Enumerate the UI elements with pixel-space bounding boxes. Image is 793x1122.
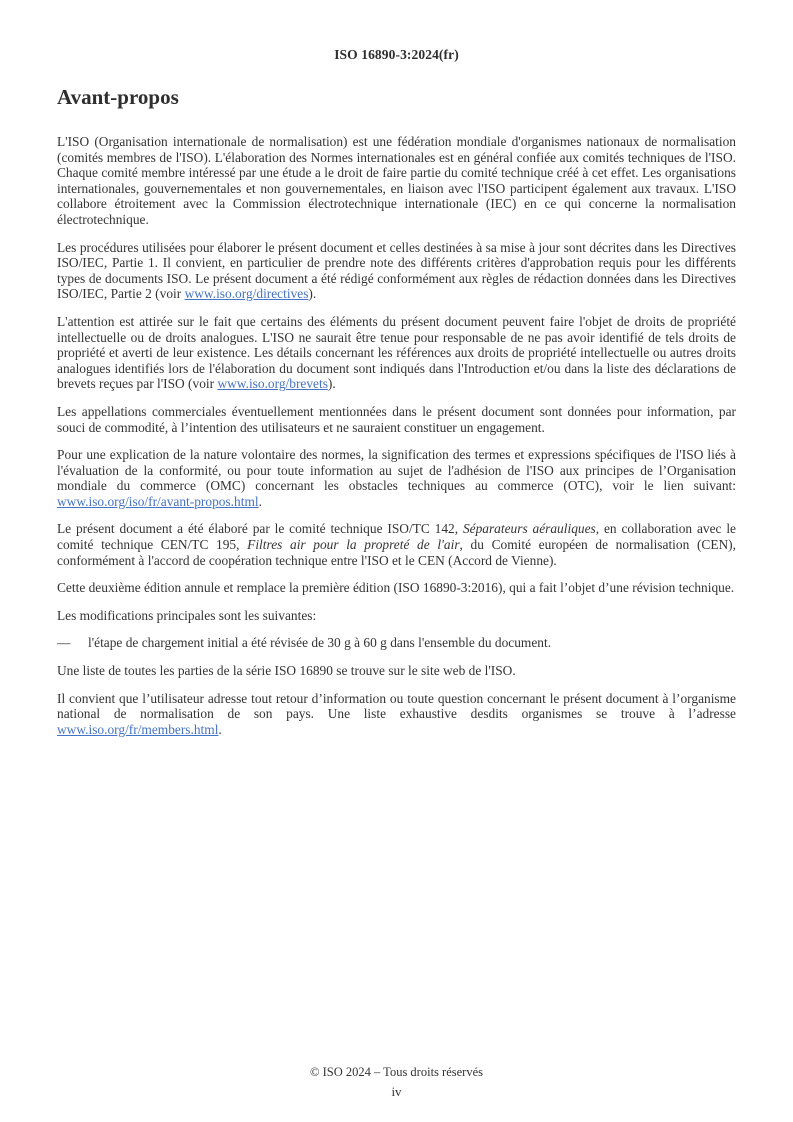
copyright-notice: © ISO 2024 – Tous droits réservés <box>310 1065 483 1079</box>
text-run: . <box>258 493 262 509</box>
text-run: Cette deuxième édition annule et remplace la première édition (ISO 16890-3:2016), qui a fait l’objet d’une révision technique. <box>57 580 735 596</box>
text-run: l'étape de chargement initial a été révisée de 30 g à 60 g dans l'ensemble du document. <box>88 635 552 651</box>
page-content <box>57 0 736 749</box>
paragraph <box>57 580 736 596</box>
text-run: ). <box>327 376 336 392</box>
paragraph <box>57 404 736 435</box>
list-item <box>57 635 736 651</box>
paragraph <box>57 134 736 228</box>
text-run: Il convient que l’utilisateur adresse tout retour d’information ou toute question concernant le présent document à l’organisme national de normalisation de son pays. Une liste exhaustive desdits organismes se trouve à l’adresse <box>57 690 736 722</box>
text-run: Les appellations commerciales éventuellement mentionnées dans le présent document sont données pour information, par souci de commodité, à l’intention des utilisateurs et ne sauraient constituer un engagement. <box>57 403 736 435</box>
text-run: ). <box>308 286 317 302</box>
page-title: Avant-propos <box>57 85 179 109</box>
text-run: L'ISO (Organisation internationale de normalisation) est une fédération mondiale d'organismes nationaux de normalisation (comités membres de l'ISO). L'élaboration des Normes internationales est en général confiée aux comités techniques de l'ISO. Chaque comité membre intéressé par une étude a le droit de faire partie du comité technique créé à cet effet. Les organisations internationales, gouvernementales et non gouvernementales, en liaison avec l'ISO participent également aux travaux. L'ISO collabore étroitement avec la Commission électrotechnique internationale (IEC) en ce qui concerne la normalisation électrotechnique. <box>57 134 736 227</box>
text-run: Les modifications principales sont les suivantes: <box>57 607 317 623</box>
text-run: , en collaboration avec le comité technique CEN/TC 195, <box>57 521 737 553</box>
text-run: Le présent document a été élaboré par le comité technique ISO/TC 142, <box>57 521 463 537</box>
link-iso-directives[interactable]: www.iso.org/directives <box>184 286 309 302</box>
paragraph <box>57 447 736 509</box>
paragraph <box>57 663 736 679</box>
text-run: Pour une explication de la nature volontaire des normes, la signification des termes et expressions spécifiques de l'ISO liés à l'évaluation de la conformité, ou pour toute information au sujet de l'adhésion de l'ISO aux principes de l’Organisation mondiale du commerce (OMC) concernant les obstacles techniques au commerce (OTC), voir le lien suivant: <box>57 447 736 494</box>
italic-text: Filtres air pour la propreté de l'air <box>247 537 460 553</box>
paragraph <box>57 608 736 624</box>
paragraph <box>57 691 736 738</box>
running-header: ISO 16890-3:2024(fr) <box>334 47 459 62</box>
link-members[interactable]: www.iso.org/fr/members.html <box>57 721 219 737</box>
foreword-body <box>57 134 736 737</box>
text-run: Une liste de toutes les parties de la série ISO 16890 se trouve sur le site web de l'ISO. <box>57 663 516 679</box>
text-run: , du Comité européen de normalisation (CEN), conformément à l'accord de coopération technique entre l'ISO et le CEN (Accord de Vienne). <box>57 537 736 568</box>
page-footer <box>0 1065 793 1100</box>
dash-bullet: — <box>57 635 71 651</box>
link-iso-brevets[interactable]: www.iso.org/brevets <box>217 376 328 392</box>
paragraph <box>57 314 736 392</box>
text-run: Les procédures utilisées pour élaborer le présent document et celles destinées à sa mise à jour sont décrites dans les Directives ISO/IEC, Partie 1. Il convient, en particulier de prendre note des différents critères d'approbation requis pour les différents types de documents ISO. Le présent document a été rédigé conformément aux règles de rédaction données dans les Directives ISO/IEC, Partie 2 (voir <box>57 239 736 302</box>
paragraph <box>57 240 736 302</box>
link-avant-propos[interactable]: www.iso.org/iso/fr/avant-propos.html <box>57 493 259 509</box>
text-run: . <box>218 721 222 737</box>
page-number: iv <box>391 1084 402 1099</box>
text-run: L'attention est attirée sur le fait que certains des éléments du présent document peuvent faire l'objet de droits de propriété intellectuelle ou de droits analogues. L'ISO ne saurait être tenue pour responsable de ne pas avoir identifié de tels droits de propriété et averti de leur existence. Les détails concernant les références aux droits de propriété intellectuelle ou autres droits analogues identifiés lors de l'élaboration du document sont indiqués dans l'Introduction et/ou dans la liste des déclarations de brevets reçues par l'ISO (voir <box>57 313 736 392</box>
paragraph <box>57 521 736 568</box>
italic-text: Séparateurs aérauliques <box>462 521 596 537</box>
